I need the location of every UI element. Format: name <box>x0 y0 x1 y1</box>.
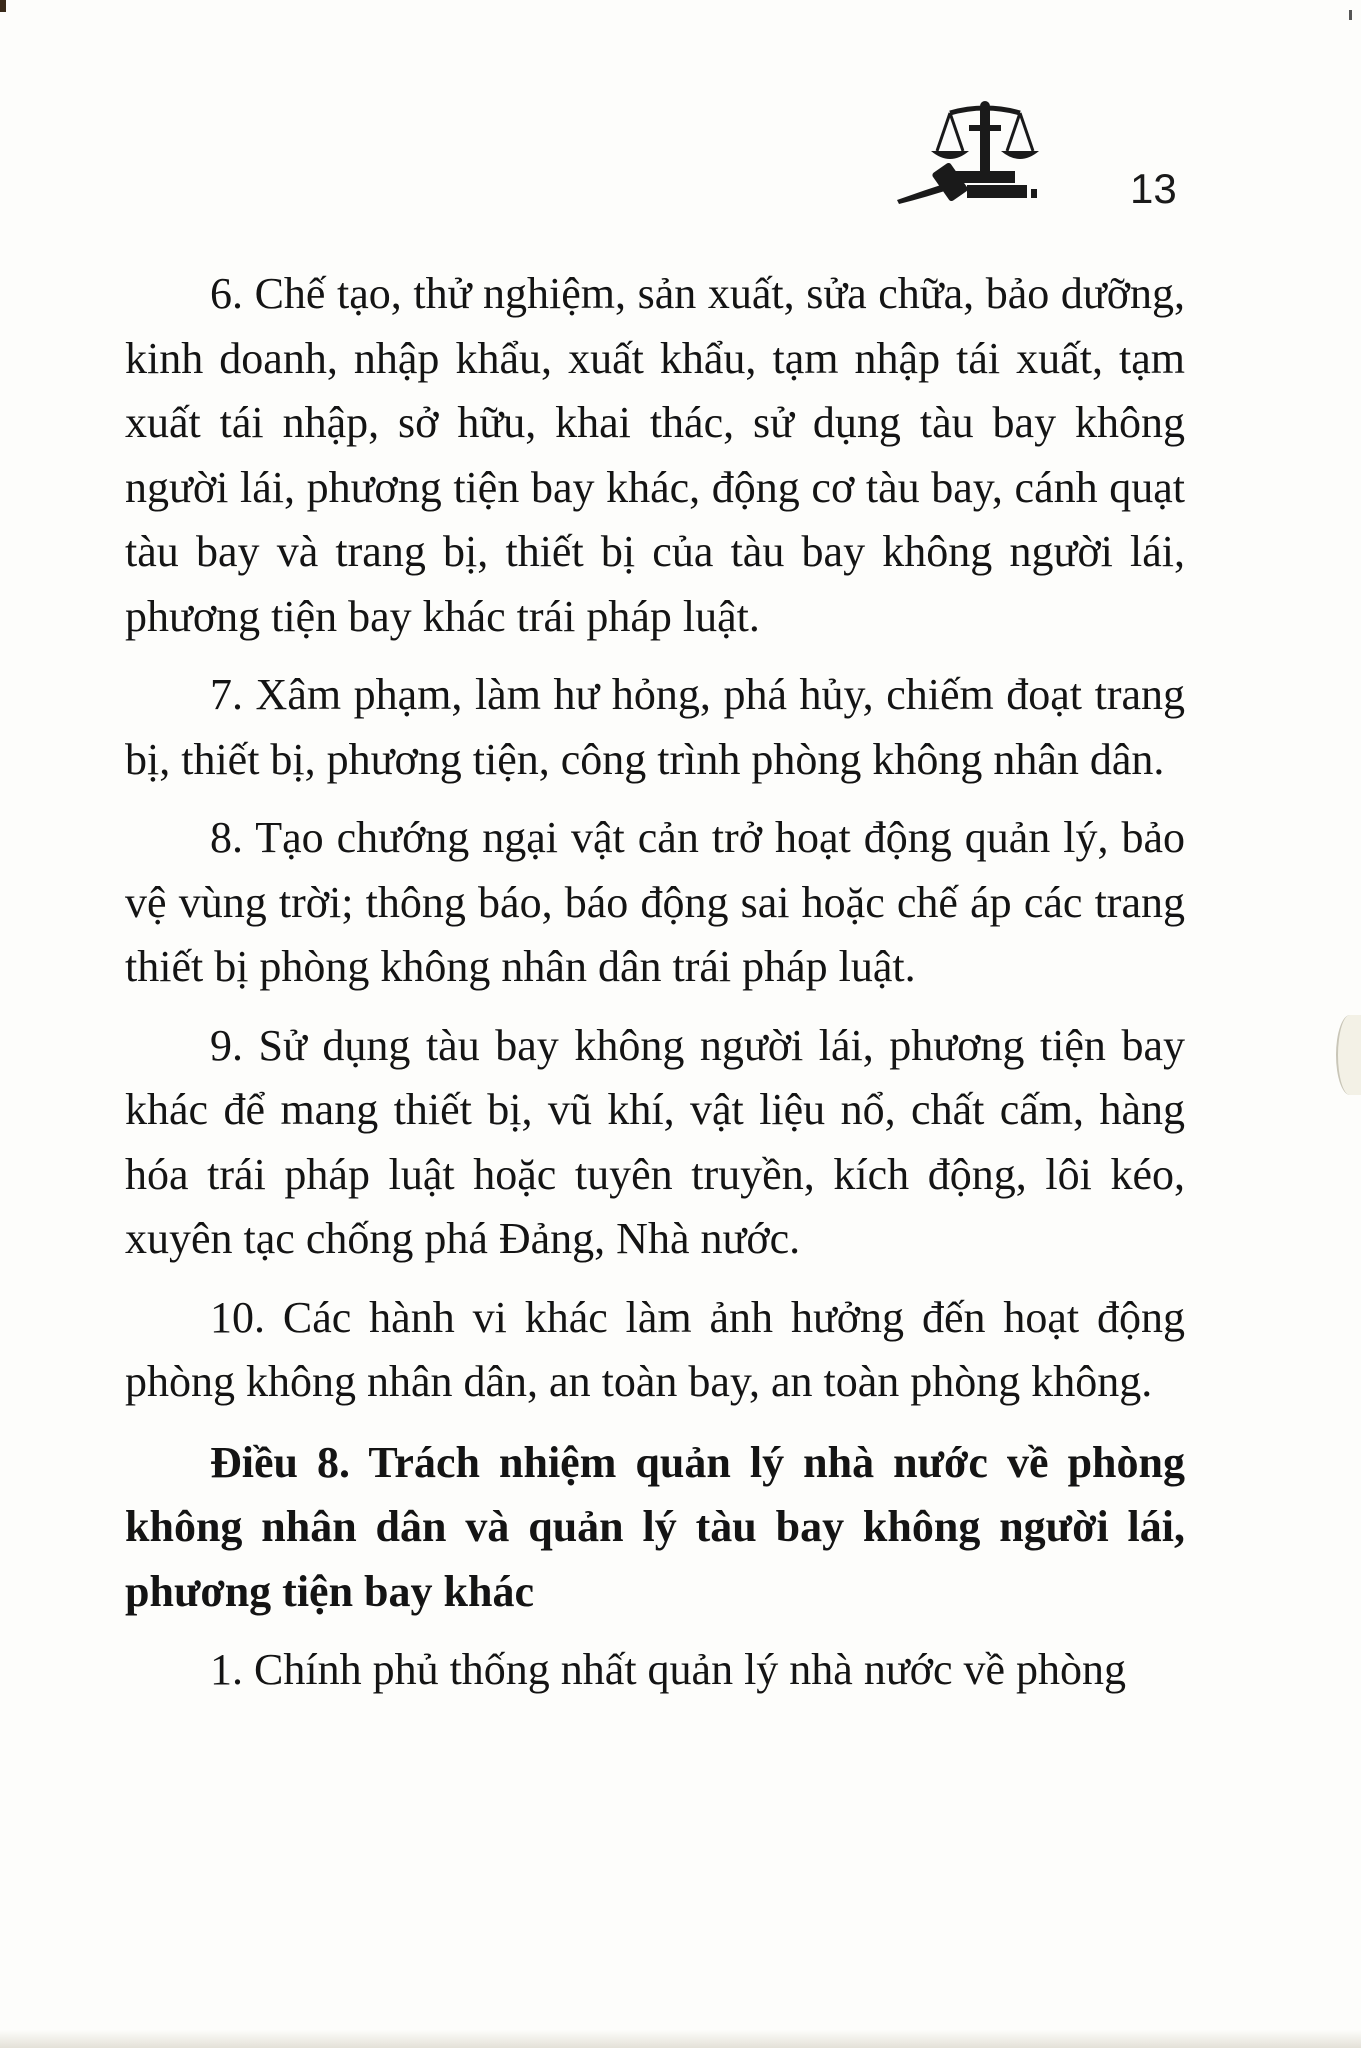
article-heading: Điều 8. Trách nhiệm quản lý nhà nước về phòng không nhân dân và quản lý tàu bay không người lái, phương tiện bay khác <box>125 1437 1185 1616</box>
page-number: 13 <box>1130 165 1177 212</box>
page-body <box>125 262 1185 1717</box>
paragraph: 1. Chính phủ thống nhất quản lý nhà nước về phòng <box>210 1645 1127 1694</box>
list-item: 10. Các hành vi khác làm ảnh hưởng đến hoạt động phòng không nhân dân, an toàn bay, an toàn phòng không. <box>125 1292 1185 1406</box>
page-header <box>0 0 1361 230</box>
list-item: 7. Xâm phạm, làm hư hỏng, phá hủy, chiếm đoạt trang bị, thiết bị, phương tiện, công trình phòng không nhân dân. <box>125 670 1185 784</box>
list-item: 8. Tạo chướng ngại vật cản trở hoạt động quản lý, bảo vệ vùng trời; thông báo, báo động sai hoặc chế áp các trang thiết bị phòng không nhân dân trái pháp luật. <box>125 813 1185 991</box>
page-bottom-shadow <box>0 2030 1361 2048</box>
list-item: 9. Sử dụng tàu bay không người lái, phương tiện bay khác để mang thiết bị, vũ khí, vật liệu nổ, chất cấm, hàng hóa trái pháp luật hoặc tuyên truyền, kích động, lôi kéo, xuyên tạc chống phá Đảng, Nhà nước. <box>125 1020 1185 1263</box>
list-item: 6. Chế tạo, thử nghiệm, sản xuất, sửa chữa, bảo dưỡng, kinh doanh, nhập khẩu, xuất khẩu, tạm nhập tái xuất, tạm xuất tái nhập, sở hữu, khai thác, sử dụng tàu bay không người lái, phương tiện bay khác, động cơ tàu bay, cánh quạt tàu bay và trang bị, thiết bị của tàu bay không người lái, phương tiện bay khác trái pháp luật. <box>125 269 1185 641</box>
page-edge-shadow <box>1336 1015 1361 1095</box>
scales-of-justice-and-gavel-icon <box>895 95 1070 210</box>
